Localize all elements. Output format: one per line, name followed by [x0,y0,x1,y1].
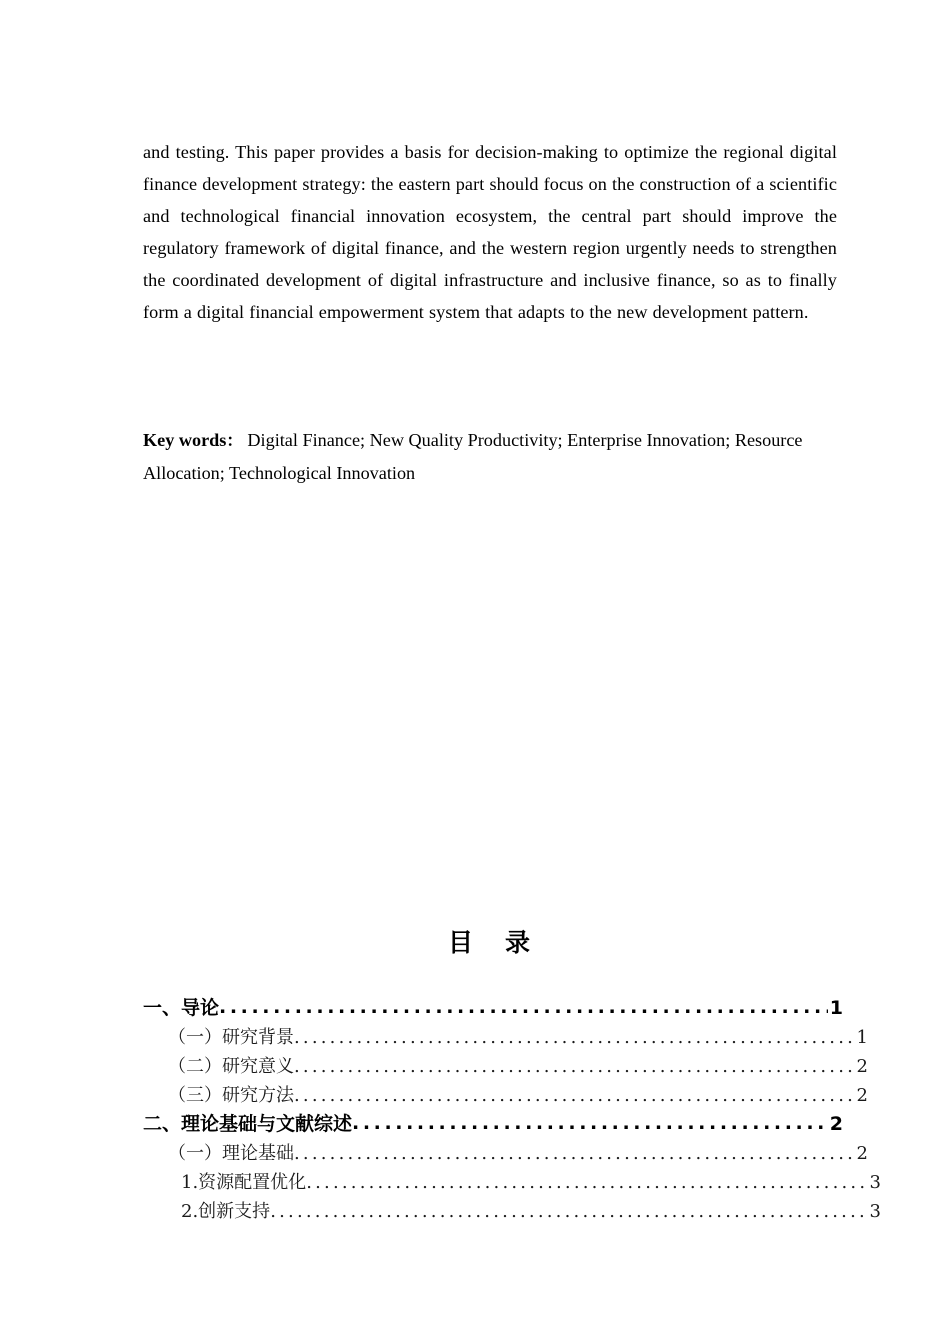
toc-entry[interactable] [143,994,843,1023]
toc-entry[interactable] [143,1081,868,1110]
toc-dot-leader [352,1110,828,1138]
toc-dot-leader [294,1139,855,1168]
keywords-label: Key words [143,430,227,451]
toc-entry-label: （二）研究意义 [168,1056,294,1077]
toc-entry-label: 一、导论 [143,997,220,1019]
toc-entry-label: 1.资源配置优化 [181,1172,307,1193]
toc-entry-label: （一）理论基础 [168,1143,294,1164]
toc-entry-label: 2.创新支持 [181,1201,271,1222]
toc-dot-leader [270,1197,867,1226]
toc-page-number: 3 [869,1201,881,1222]
toc-entry[interactable] [143,1197,881,1226]
toc-entry[interactable] [143,1052,868,1081]
toc-entry[interactable] [143,1110,843,1139]
toc-entry[interactable] [143,1023,868,1052]
toc-entry-label: 二、理论基础与文献综述 [143,1113,353,1135]
toc-page-number: 2 [829,1113,843,1135]
toc-heading-char-mu: 目 [447,928,475,957]
keywords-colon: ： [226,431,243,451]
toc-heading-char-lu: 录 [505,928,533,957]
table-of-contents [143,994,881,1226]
toc-page-number: 2 [856,1056,868,1077]
toc-page-number: 2 [856,1085,868,1106]
toc-dot-leader [306,1168,867,1197]
keywords-line [143,424,837,489]
toc-entry[interactable] [143,1139,868,1168]
toc-page-number: 3 [869,1172,881,1193]
toc-entry-label: （一）研究背景 [168,1027,294,1048]
toc-dot-leader [294,1081,855,1110]
toc-dot-leader [294,1023,855,1052]
toc-page-number: 2 [856,1143,868,1164]
keywords-value: Digital Finance; New Quality Productivity; Enterprise Innovation; Resource Allocation; Technological Innovation [143,430,803,484]
toc-page-number: 1 [856,1027,868,1048]
toc-entry[interactable] [143,1168,881,1197]
toc-entry-label: （三）研究方法 [168,1085,294,1106]
toc-heading [143,926,837,960]
abstract-paragraph: and testing. This paper provides a basis for decision-making to optimize the regional digital finance development strategy: the eastern part should focus on the construction of a scientific and technological financial innovation ecosystem, the central part should improve the regulatory framework of digital finance, and the western region urgently needs to strengthen the coordinated development of digital infrastructure and inclusive finance, so as to finally form a digital financial empowerment system that adapts to the new development pattern. [143,142,837,323]
toc-dot-leader [219,994,828,1022]
toc-dot-leader [294,1052,855,1081]
toc-page-number: 1 [829,997,843,1019]
